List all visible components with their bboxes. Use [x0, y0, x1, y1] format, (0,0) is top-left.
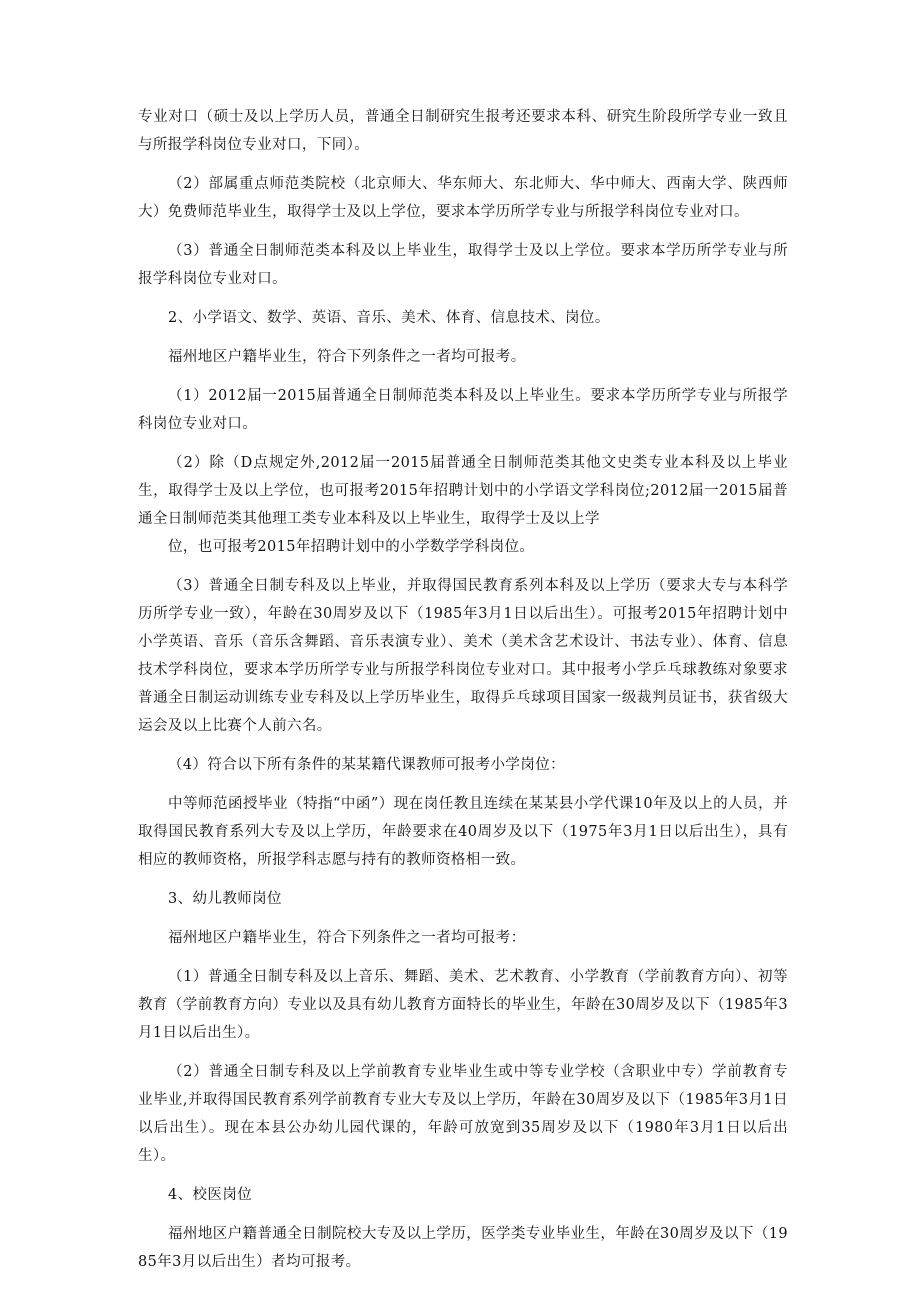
paragraph-kindergarten-item-1: （1）普通全日制专科及以上音乐、舞蹈、美术、艺术教育、小学教育（学前教育方向）、初等教育（学前教育方向）专业以及具有幼儿教育方面特长的毕业生，年龄在30周岁及以下（1985年3月1日以后出生）。	[138, 969, 788, 1041]
paragraph-primary-item-2-continued: 位，也可报考2015年招聘计划中的小学数学学科岗位。	[168, 539, 535, 555]
paragraph-primary-item-3: （3）普通全日制专科及以上毕业，并取得国民教育系列本科及以上学历（要求大专与本科学历所学专业一致），年龄在30周岁及以下（1985年3月1日以后出生）。可报考2015年招聘计划中小学英语、音乐（音乐含舞蹈、音乐表演专业）、美术（美术含艺术设计、书法专业）、体育、信息技术学科岗位，要求本学历所学专业与所报学科岗位专业对口。其中报考小学乒乓球教练对象要求普通全日制运动训练专业专科及以上学历毕业生，取得乒乓球项目国家一级裁判员证书，获省级大运会及以上比赛个人前六名。	[138, 578, 788, 734]
paragraph-primary-item-1: （1）2012届一2015届普通全日制师范类本科及以上毕业生。要求本学历所学专业与所报学科岗位专业对口。	[138, 388, 788, 432]
heading-school-doctor-posts: 4、校医岗位	[168, 1187, 253, 1203]
heading-primary-school-posts: 2、小学语文、数学、英语、音乐、美术、体育、信息技术、岗位。	[168, 310, 610, 326]
paragraph-school-doctor-eligibility: 福州地区户籍普通全日制院校大专及以上学历，医学类专业毕业生，年龄在30周岁及以下（1985年3月以后出生）者均可报考。	[138, 1226, 788, 1270]
paragraph-primary-item-2: （2）除（D点规定外,2012届一2015届普通全日制师范类其他文史类专业本科及以上毕业生，取得学士及以上学位，也可报考2015年招聘计划中的小学语文学科岗位;2012届一2015届普通全日制师范类其他理工类专业本科及以上毕业生，取得学士及以上学	[138, 455, 788, 527]
paragraph-kindergarten-item-2: （2）普通全日制专科及以上学前教育专业毕业生或中等专业学校（含职业中专）学前教育专业毕业,并取得国民教育系列学前教育专业大专及以上学历，年龄在30周岁及以下（1985年3月1日以后出生）。现在本县公办幼儿园代课的，年龄可放宽到35周岁及以下（1980年3月1日以后出生）。	[138, 1064, 788, 1164]
paragraph-free-normal-graduates: （2）部属重点师范类院校（北京师大、华东师大、东北师大、华中师大、西南大学、陕西师大）免费师范毕业生，取得学士及以上学位，要求本学历所学专业与所报学科岗位专业对口。	[138, 176, 788, 220]
paragraph-major-match-note: 专业对口（硕士及以上学历人员，普通全日制研究生报考还要求本科、研究生阶段所学专业一致且与所报学科岗位专业对口，下同）。	[138, 109, 788, 153]
paragraph-fulltime-normal-graduates: （3）普通全日制师范类本科及以上毕业生，取得学士及以上学位。要求本学历所学专业与所报学科岗位专业对口。	[138, 243, 788, 287]
paragraph-substitute-teacher-conditions: 中等师范函授毕业（特指“中函”）现在岗任教且连续在某某县小学代课10年及以上的人员，并取得国民教育系列大专及以上学历，年龄要求在40周岁及以下（1975年3月1日以后出生），具有相应的教师资格，所报学科志愿与持有的教师资格相一致。	[138, 796, 788, 868]
document-page	[138, 103, 788, 1287]
heading-kindergarten-posts: 3、幼儿教师岗位	[168, 891, 282, 907]
paragraph-kindergarten-eligibility: 福州地区户籍毕业生，符合下列条件之一者均可报考：	[168, 930, 526, 946]
paragraph-primary-eligibility: 福州地区户籍毕业生，符合下列条件之一者均可报考。	[168, 349, 526, 365]
paragraph-primary-item-4: （4）符合以下所有条件的某某籍代课教师可报考小学岗位：	[168, 757, 566, 773]
